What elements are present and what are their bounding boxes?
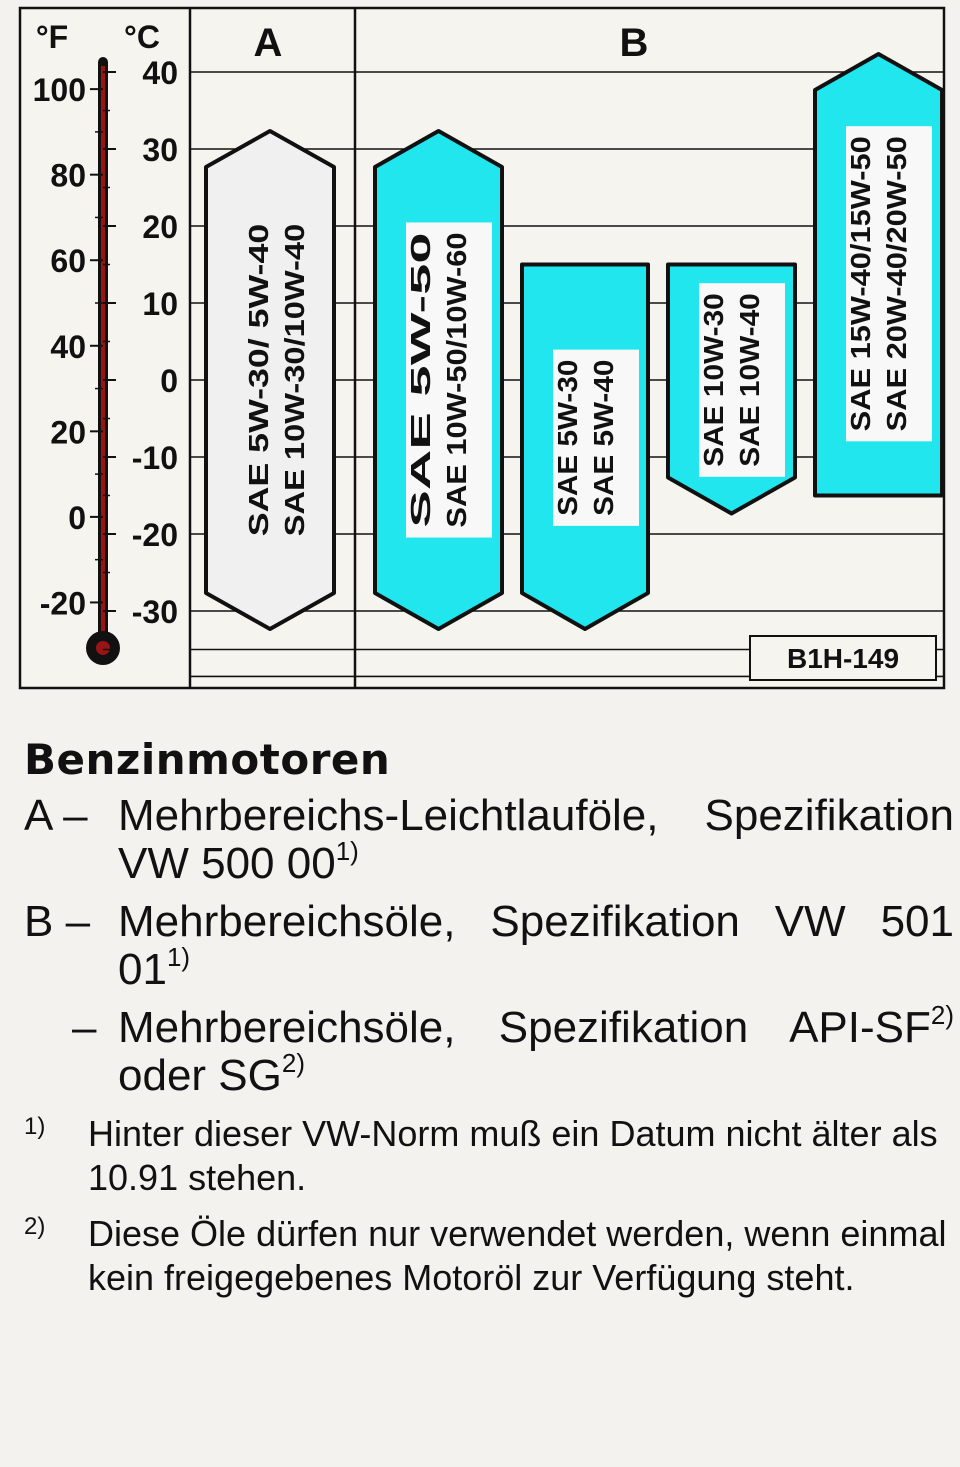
footnote-ref: 1) xyxy=(335,836,359,866)
celsius-tick-label: 10 xyxy=(142,286,178,322)
celsius-tick-label: -10 xyxy=(131,440,178,476)
footnote-2 xyxy=(24,1212,954,1300)
legend-marker-b: B – xyxy=(24,897,91,946)
fahrenheit-tick-label: 40 xyxy=(50,328,86,365)
thermometer-bulb-core xyxy=(96,641,110,655)
legend-text xyxy=(24,735,954,1300)
oil-grade-label: SAE 10W-50/10W-60 xyxy=(440,259,472,528)
footnote-text: Diese Öle dürfen nur verwendet werden, wenn einmal kein freigegebenes Motoröl zur Verfügung steht. xyxy=(88,1213,947,1298)
oil-grade-label: SAE 5W-40 xyxy=(587,368,619,516)
legend-item-b xyxy=(24,898,954,994)
column-header-b: B xyxy=(619,21,649,65)
celsius-tick-label: 20 xyxy=(142,209,178,245)
celsius-tick-label: -30 xyxy=(131,594,178,630)
footnote-ref: 2) xyxy=(281,1048,305,1078)
legend-item-b-sub xyxy=(24,1000,954,1100)
celsius-tick-label: 0 xyxy=(160,363,178,399)
footnote-ref: 2) xyxy=(930,1000,954,1030)
column-header-a: A xyxy=(253,21,283,65)
celsius-tick-label: 40 xyxy=(142,55,178,91)
footnote-marker: 2) xyxy=(24,1213,46,1240)
oil-grade-label: SAE 10W-30/10W-40 xyxy=(278,268,310,537)
oil-grade-label: SAE 10W-40 xyxy=(733,303,765,467)
legend-text-b-sub: Mehrbereichsöle, Spezifikation API-SF$^{2)}$ oder SG$^{2)}$ xyxy=(118,1000,954,1100)
viscosity-temperature-chart xyxy=(0,0,960,700)
footnote-ref: 1) xyxy=(166,942,191,972)
celsius-tick-label: 30 xyxy=(142,132,178,168)
footnote-1 xyxy=(24,1112,954,1200)
oil-grade-label: SAE 15W-40/15W-50 xyxy=(844,163,876,432)
oil-grade-label: SAE 20W-40/20W-50 xyxy=(880,163,912,432)
section-heading: Benzinmotoren xyxy=(24,735,391,784)
fahrenheit-label: °F xyxy=(35,19,69,55)
legend-text-a: Mehrbereichs-Leichtlauföle, Spezifikation VW 500 00$^{1)}$ xyxy=(118,791,954,888)
celsius-tick-label: -20 xyxy=(131,517,178,553)
legend-marker-a: A – xyxy=(24,791,88,840)
celsius-label: °C xyxy=(124,19,160,55)
fahrenheit-tick-label: -20 xyxy=(39,585,86,622)
legend-text-b: Mehrbereichsöle, Spezifikation VW 501 01$^{1)}$ xyxy=(118,897,954,994)
fahrenheit-tick-label: 20 xyxy=(50,414,86,451)
footnote-marker: 1) xyxy=(24,1113,46,1140)
legend-marker-b-sub: – xyxy=(72,1003,97,1052)
fahrenheit-tick-label: 60 xyxy=(50,243,86,280)
fahrenheit-tick-label: 0 xyxy=(68,499,86,536)
oil-grade-label: SAE 10W-30 xyxy=(697,303,729,467)
footnote-text: Hinter dieser VW-Norm muß ein Datum nicht älter als 10.91 stehen. xyxy=(88,1113,938,1198)
oil-grade-label: SAE 5W-30/ 5W-40 xyxy=(242,291,274,537)
reference-code: B1H-149 xyxy=(786,643,900,674)
fahrenheit-tick-label: 80 xyxy=(50,157,86,194)
oil-grade-label: SAE 5W-30 xyxy=(551,368,583,516)
oil-grade-label: SAE 5W-50 xyxy=(404,380,436,528)
legend-item-a xyxy=(24,792,954,888)
fahrenheit-tick-label: 100 xyxy=(32,72,86,109)
